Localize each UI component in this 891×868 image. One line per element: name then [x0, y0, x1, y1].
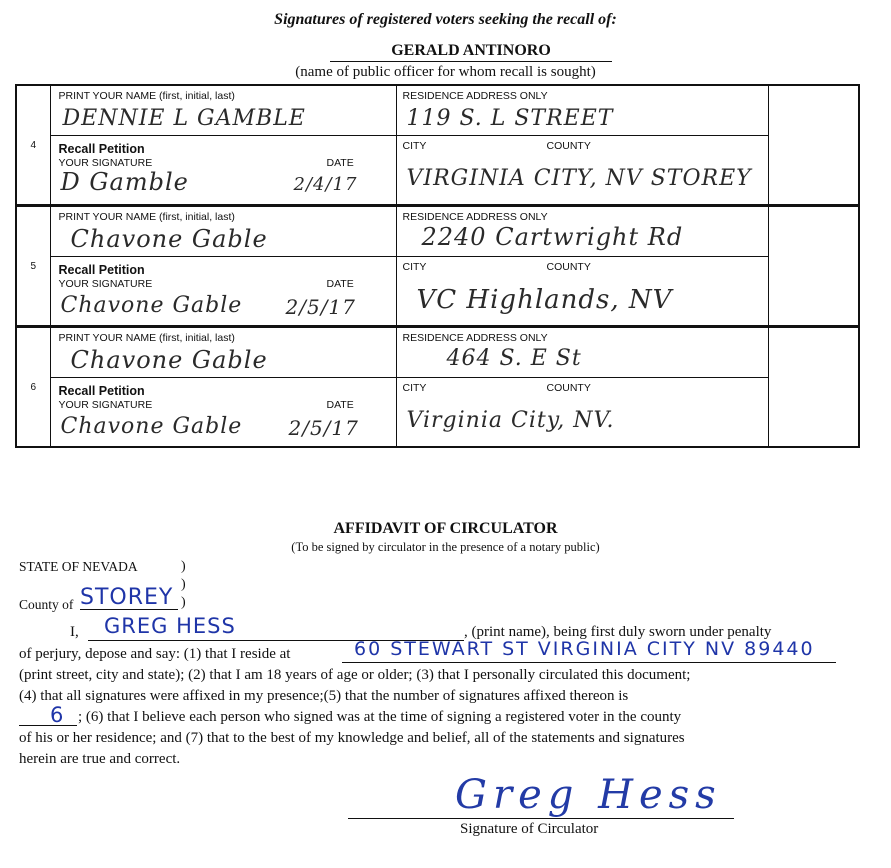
handwritten-name: Chavone Gable: [70, 225, 268, 253]
residence-underline: [342, 662, 836, 663]
date-label: DATE: [326, 157, 354, 169]
affidavit-line1: , (print name), being first duly sworn under penalty: [464, 624, 772, 640]
handwritten-date: 2/4/17: [293, 174, 358, 195]
signature-row-top: [16, 85, 859, 136]
residence-value: 60 STEWART ST VIRGINIA CITY NV 89440: [354, 638, 815, 660]
county-underline: [80, 609, 178, 610]
city-label: CITY: [402, 261, 427, 273]
petition-header-title: Signatures of registered voters seeking the recall of:: [274, 11, 617, 28]
handwritten-name: DENNIE L GAMBLE: [62, 106, 306, 131]
blank-column: [768, 206, 859, 327]
date-label: DATE: [326, 278, 354, 290]
bracket: ): [181, 559, 186, 574]
signature-cell: [50, 136, 396, 206]
print-name-cell: [50, 206, 396, 257]
county-of-label: County of: [19, 597, 74, 612]
i-label: I,: [70, 624, 79, 640]
handwritten-signature: Chavone Gable: [60, 414, 243, 439]
signature-count: 6: [50, 703, 65, 727]
your-signature-label: YOUR SIGNATURE: [58, 399, 153, 411]
handwritten-date: 2/5/17: [285, 295, 356, 319]
city-county-cell: [396, 257, 768, 327]
date-label: DATE: [326, 399, 354, 411]
officer-name: GERALD ANTINORO: [330, 42, 612, 62]
affidavit-line3: (print street, city and state); (2) that I am 18 years of age or older; (3) that I personally circulated this document;: [19, 667, 691, 683]
blank-column: [768, 85, 859, 206]
handwritten-signature: Chavone Gable: [60, 293, 243, 318]
signature-cell: [50, 378, 396, 448]
affidavit-line2: of perjury, depose and say: (1) that I reside at: [19, 646, 291, 662]
handwritten-address: 119 S. L STREET: [406, 106, 614, 131]
handwritten-city-county: VC Highlands, NV: [416, 285, 673, 315]
print-name-cell: [50, 327, 396, 378]
recall-petition-label: Recall Petition: [58, 263, 145, 277]
print-name-label: PRINT YOUR NAME (first, initial, last): [58, 332, 235, 344]
officer-caption: (name of public officer for whom recall is sought): [295, 64, 596, 80]
residence-cell: [396, 85, 768, 136]
residence-cell: [396, 327, 768, 378]
handwritten-address: 2240 Cartwright Rd: [421, 223, 684, 251]
county-label: COUNTY: [546, 382, 591, 394]
signature-row-bottom: [16, 136, 859, 206]
city-county-cell: [396, 378, 768, 448]
city-county-cell: [396, 136, 768, 206]
city-label: CITY: [402, 382, 427, 394]
residence-label: RESIDENCE ADDRESS ONLY: [402, 211, 548, 223]
county-value: STOREY: [80, 585, 174, 610]
affidavit-line4: (4) that all signatures were affixed in my presence;(5) that the number of signatures affixed thereon is: [19, 688, 629, 704]
your-signature-label: YOUR SIGNATURE: [58, 278, 153, 290]
signature-row-top: [16, 327, 859, 378]
handwritten-name: Chavone Gable: [70, 346, 268, 374]
residence-label: RESIDENCE ADDRESS ONLY: [402, 90, 548, 102]
affidavit-line5: ; (6) that I believe each person who signed was at the time of signing a registered voter in the county: [78, 709, 682, 725]
bracket: ): [181, 577, 186, 592]
bracket: ): [181, 595, 186, 610]
your-signature-label: YOUR SIGNATURE: [58, 157, 153, 169]
signature-row-bottom: [16, 257, 859, 327]
recall-petition-label: Recall Petition: [58, 142, 145, 156]
signature-row-top: [16, 206, 859, 257]
circulator-name: GREG HESS: [104, 614, 236, 638]
handwritten-signature: D Gamble: [60, 168, 189, 196]
handwritten-city-county: Virginia City, NV.: [406, 408, 615, 433]
circulator-signature: Greg Hess: [455, 772, 722, 818]
print-name-label: PRINT YOUR NAME (first, initial, last): [58, 90, 235, 102]
county-label: COUNTY: [546, 140, 591, 152]
count-underline: [19, 725, 77, 726]
signature-line: [348, 818, 734, 819]
affidavit-title: AFFIDAVIT OF CIRCULATOR: [333, 520, 558, 537]
county-label: COUNTY: [546, 261, 591, 273]
signature-caption: Signature of Circulator: [460, 821, 599, 837]
city-label: CITY: [402, 140, 427, 152]
signature-table: [15, 84, 860, 448]
print-name-cell: [50, 85, 396, 136]
blank-column: [768, 327, 859, 448]
residence-label: RESIDENCE ADDRESS ONLY: [402, 332, 548, 344]
row-number: 4: [16, 85, 50, 206]
affidavit-line7: herein are true and correct.: [19, 751, 181, 767]
affidavit-subtitle: (To be signed by circulator in the presence of a notary public): [291, 540, 600, 554]
recall-petition-label: Recall Petition: [58, 384, 145, 398]
signature-cell: [50, 257, 396, 327]
handwritten-city-county: VIRGINIA CITY, NV STOREY: [406, 166, 752, 191]
row-number: 5: [16, 206, 50, 327]
handwritten-address: 464 S. E St: [446, 346, 582, 371]
row-number: 6: [16, 327, 50, 448]
signature-row-bottom: [16, 378, 859, 448]
affidavit-line6: of his or her residence; and (7) that to the best of my knowledge and belief, all of the statements and signatures: [19, 730, 685, 746]
handwritten-date: 2/5/17: [288, 416, 359, 440]
residence-cell: [396, 206, 768, 257]
state-label: STATE OF NEVADA: [19, 559, 138, 574]
print-name-label: PRINT YOUR NAME (first, initial, last): [58, 211, 235, 223]
